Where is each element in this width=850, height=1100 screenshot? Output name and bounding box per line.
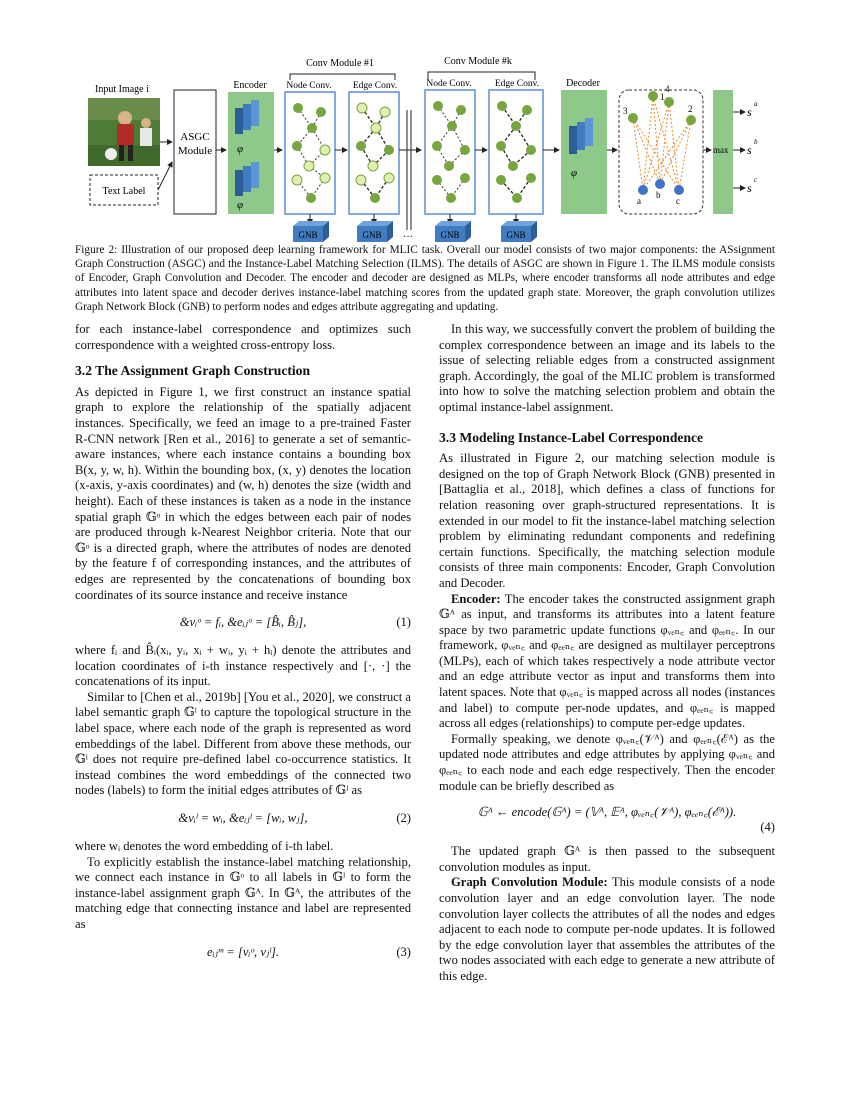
input-image (88, 98, 160, 166)
conv-module-k-label: Conv Module #k (444, 56, 512, 67)
equation-1-number: (1) (396, 615, 411, 630)
score-a: s (747, 105, 752, 119)
node-3-label: 3 (623, 106, 628, 116)
score-c: s (747, 181, 752, 195)
node-4-label: 4 (665, 84, 670, 94)
equation-2 (75, 808, 411, 830)
score-b: s (747, 143, 752, 157)
asgc-label-1: ASGC (180, 131, 210, 143)
gnb-label-2: GNB (362, 230, 382, 240)
equation-3 (75, 942, 411, 964)
gnb-label-1: GNB (298, 230, 318, 240)
equation-1-body: &vᵢᵒ = fᵢ, &eᵢⱼᵒ = [B̂ᵢ, B̂ⱼ], (179, 615, 307, 630)
section-heading-3-3: 3.3 Modeling Instance-Label Correspondence (439, 429, 704, 445)
equation-3-number: (3) (396, 944, 411, 959)
text-label-text: Text Label (102, 186, 146, 197)
phi-enc-v: φ (237, 143, 244, 155)
paragraph: In this way, we successfully convert the problem of building the complex correspondence between an image and its labels to the issue of selecting reliable edges from a constructed assignment graph. Accordingly, the goal of the MLIC problem is transformed into how to solve the matching selection problem and obtain the optimal instance-label assignment. (439, 322, 775, 414)
decoder-label: Decoder (566, 78, 600, 89)
framework-diagram (85, 50, 770, 250)
paragraph: where wᵢ denotes the word embedding of i-th label. (75, 839, 334, 854)
input-image-label: Input Image i (95, 84, 149, 95)
paragraph: Similar to [Chen et al., 2019b] [You et al., 2020], we construct a label semantic graph 𝔾ˡ to capture the topological structure in the label space, where each node of the graph is represented as word embeddings of the label. Different from above these methods, our 𝔾ˡ does not require pre-defined label co-occurrence statistics. It instead combines the word embeddings of the connected two nodes (labels) to form the initial edges attributes of 𝔾ˡ as (75, 689, 411, 798)
max-label: max (713, 145, 729, 155)
score-b-sup: b (754, 138, 758, 146)
edge-conv-1-panel (349, 92, 399, 214)
paragraph: where fᵢ and B̂ᵢ(xᵢ, yᵢ, xᵢ + wᵢ, yᵢ + hᵢ) denote the attributes and location coordinates of i-th instance respectively and [·, ·] the concatenations of its input. (75, 643, 411, 689)
right-column (439, 322, 775, 985)
label-c: c (676, 196, 680, 206)
node-1-label: 1 (660, 92, 665, 102)
decoder-block (561, 90, 607, 214)
equation-4 (439, 803, 775, 835)
node-conv-k-label: Node Conv. (426, 79, 472, 89)
edge-conv-label: Edge Conv. (352, 81, 398, 91)
node-conv-1-panel (285, 92, 335, 214)
equation-4-body: 𝔾ᴬ ← encode(𝔾ᴬ) = (𝕍ᴬ, 𝔼ᴬ, φᵥₑₙ꜀(𝒱ᴬ), φₑₑₙ꜀(ℰᴬ)). (477, 805, 737, 820)
encoder-label: Encoder (233, 80, 267, 91)
conv-module-1-label: Conv Module #1 (306, 58, 374, 69)
phi-enc-e: φ (237, 199, 244, 211)
label-a: a (637, 196, 641, 206)
equation-4-number: (4) (760, 820, 775, 835)
paragraph: To explicitly establish the instance-label matching relationship, we connect each instance in 𝔾ᵒ to all labels in 𝔾ˡ to form the instance-label assignment graph 𝔾ᴬ. In 𝔾ᴬ, the attributes of the matching edge that connecting instance and label are represented as (75, 854, 411, 931)
graph-conv-run-in-heading: Graph Convolution Module: (451, 875, 608, 890)
encoder-run-in-heading: Encoder: (451, 591, 501, 606)
score-a-sup: a (754, 100, 758, 108)
graph-conv-text: This module consists of a node convolution layer and an edge convolution layer. The node convolution layer collects the attributes of all the nodes and edges adjacent to each node to compute per-node updates. It is followed by the edge convolution layer that assembles the attributes of the two nodes associated with each edge to generate a new attribute of this edge. (439, 875, 775, 983)
left-column (75, 322, 411, 973)
paragraph: As depicted in Figure 1, we first construct an instance spatial graph to explore the relationship of the spatially adjacent instances. Specifically, we feed an image to a pre-trained Faster R-CNN network [Ren et al., 2016] to generate a set of semantic-aware instances, where each instance contains a bounding box B(x, y, w, h). Within the bounding box, (x, y) denotes the location (x-axis, y-axis coordinates) and (w, h) denotes the size (width and height). Each of these instances is taken as a node in the instance spatial graph 𝔾ᵒ in which the edges between each pair of nodes are produced through k-Nearest Neighbor criteria. Note that our 𝔾ᵒ is a directed graph, where the attributes of nodes are denoted by the feature f of corresponding instances, and the attributes of edges are represented by the concatenations of bounding box coordinates of its source instance and receive instance (75, 384, 411, 602)
node-conv-label: Node Conv. (286, 81, 332, 91)
paragraph-graph-conv (439, 875, 775, 984)
connector-dots: ··· (403, 232, 413, 243)
edge-conv-k-label: Edge Conv. (494, 79, 540, 89)
equation-1 (75, 612, 411, 634)
arrow-label-asgc (158, 162, 172, 190)
equation-2-number: (2) (396, 811, 411, 826)
asgc-label-2: Module (177, 145, 213, 157)
paragraph: As illustrated in Figure 2, our matching selection module is designed on the top of Graph Network Block (GNB) presented in [Battaglia et al., 2018], which defines a class of functions for relation reasoning over graph-structured representations. It is extended in our model to fit the instance-label matching selection problem by eliminating redundant components and redefining certain functions. Specifically, the matching selection module consists of three main components: Encoder, Graph Convolution and Decoder. (439, 451, 775, 590)
figure-2 (85, 50, 770, 250)
gnb-label-3: GNB (440, 230, 460, 240)
node-conv-k-panel (425, 90, 475, 214)
node-2-label: 2 (688, 104, 693, 114)
conv-module-1-bracket (290, 74, 395, 80)
paragraph-encoder (439, 592, 775, 732)
section-heading-3-2: 3.2 The Assignment Graph Construction (75, 363, 311, 379)
encoder-text: The encoder takes the constructed assignment graph 𝔾ᴬ as input, and transforms its attributes into a latent feature space by two parametric update functions φᵥₑₙ꜀ and φₑₑₙ꜀. In our framework, φᵥₑₙ꜀ and φₑₑₙ꜀ are designed as multilayer perceptrons (MLPs), each of which takes respectively a node attribute vector and an edge attribute vector as input and transforms them into latent spaces. Note that φᵥₑₙ꜀ is mapped across all nodes (instances and label) to compute per-node updates, and φₑₑₙ꜀ is mapped across all edges (relationships) to compute per-edge updates. (439, 591, 775, 731)
label-b: b (656, 190, 661, 200)
gnb-label-4: GNB (506, 230, 526, 240)
phi-dec: φ (571, 167, 578, 179)
paragraph: The updated graph 𝔾ᴬ is then passed to the subsequent convolution modules as input. (439, 844, 775, 874)
edge-conv-k-panel (489, 90, 543, 214)
paragraph: for each instance-label correspondence and optimizes such correspondence with a weighted cross-entropy loss. (75, 322, 411, 352)
equation-3-body: eᵢⱼᵐ = [vᵢᵒ, vⱼˡ]. (206, 944, 279, 959)
equation-2-body: &vᵢˡ = wᵢ, &eᵢⱼˡ = [wᵢ, wⱼ], (178, 811, 308, 826)
paragraph: Formally speaking, we denote φᵥₑₙ꜀(𝒱ᴬ) and φₑₑₙ꜀(ℰᴬ) as the updated node attributes and edge attributes by applying φᵥₑₙ꜀ and φₑₑₙ꜀ to each node and each edge respectively. Then the encoder module can be briefly described as (439, 731, 775, 793)
score-c-sup: c (754, 176, 758, 184)
figure-caption: Figure 2: Illustration of our proposed deep learning framework for MLIC task. Overall our model consists of two major components: the ASsignment Graph Construction (ASGC) and the Instance-Label Matching Selection (ILMS). The details of ASGC are shown in Figure 1. The ILMS module consists of Encoder, Graph Convolution and Decoder. The encoder and decoder are designed as MLPs, where encoder transforms all node attributes and edge attributes into latent space and decoder derives instance-label matching scores from the updated graph state. Moreover, the graph convolution utilizes Graph Network Block (GNB) to perform nodes and edges attribute aggregating and updating. (75, 244, 775, 313)
